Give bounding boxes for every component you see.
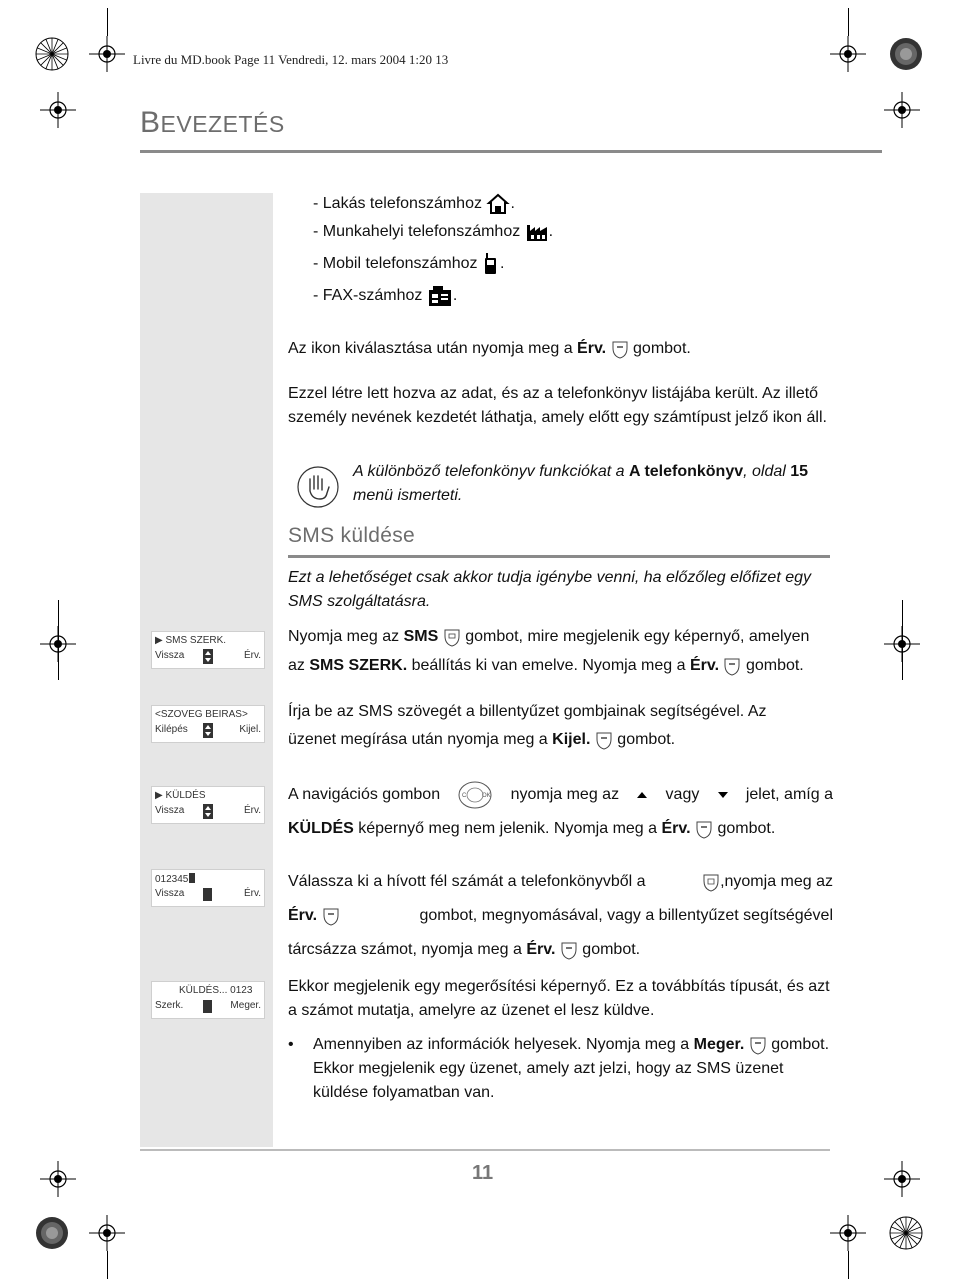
svg-text:C: C	[462, 793, 467, 799]
crop-line	[848, 1251, 849, 1279]
number-type-item: - Lakás telefonszámhoz .	[313, 192, 515, 216]
number-type-item: - Mobil telefonszámhoz .	[313, 252, 504, 276]
crosshair-icon	[89, 1215, 125, 1251]
crop-line	[848, 8, 849, 36]
phone-screen-sms-edit: ▶ SMS SZERK. Vissza Érv.	[151, 631, 265, 669]
crosshair-icon	[884, 1161, 920, 1197]
step-confirm: Ekkor megjelenik egy megerősítési képernyő. Ez a továbbítás típusát, és azt a számot mutatja, amelyre az üzenet el lesz küldve. • Amennyiben az információk helyesek. Nyomja meg a Meger. gombot. Ekkor megjelenik egy üzenet, amely azt jelzi, hogy az SMS üzenet küldése folyamatban van.	[288, 975, 833, 1105]
section-rule	[288, 555, 830, 558]
updown-nav-icon	[203, 649, 213, 664]
softkey-right-icon	[322, 905, 340, 927]
crosshair-icon	[830, 36, 866, 72]
book-file-info: Livre du MD.book Page 11 Vendredi, 12. mars 2004 1:20 13	[133, 52, 449, 67]
number-type-label: - Lakás telefonszámhoz	[313, 195, 482, 212]
softkey-right-icon	[695, 818, 713, 840]
softkey-right-icon	[560, 939, 578, 961]
step-choose-number: Válassza ki a hívott fél számát a telefonkönyvből a ,nyomja meg az Érv. gombot, megnyomásával, vagy a billentyűzet segítségével tárcsázza számot, nyomja meg a Érv. gombot.	[288, 865, 833, 967]
step-sms-open: Nyomja meg az SMS gombot, mire megjelenik egy képernyő, amelyen az SMS SZERK. beállítás ki van emelve. Nyomja meg a Érv. gombot.	[288, 622, 833, 680]
step-navigate: A navigációs gombon C OK nyomja meg az vagy jelet, amíg a KÜLDÉS képernyő meg nem jelenik. Nyomja meg a Érv. gombot.	[288, 778, 833, 846]
section-intro: Ezt a lehetőséget csak akkor tudja igénybe venni, ha előzőleg előfizet egy SMS szolgáltatásra.	[288, 569, 811, 610]
crosshair-icon	[89, 36, 125, 72]
title-rule	[140, 150, 882, 153]
cursor-block	[189, 873, 195, 883]
number-type-label: - Munkahelyi telefonszámhoz	[313, 223, 521, 240]
svg-text:OK: OK	[482, 793, 492, 799]
key-label-erv: Érv.	[577, 340, 607, 357]
arrow-right-icon: ▶	[155, 635, 166, 646]
phone-screen-send: ▶ KÜLDÉS Vissza Érv.	[151, 786, 265, 824]
crop-line	[107, 8, 108, 36]
factory-icon	[525, 221, 549, 243]
softkey-right-icon	[611, 338, 629, 360]
registration-mark-icon	[34, 36, 70, 72]
phone-screen-confirm: KÜLDÉS... 0123 Szerk. Meger.	[151, 981, 265, 1019]
block-cursor	[203, 1000, 212, 1013]
note-text: A különböző telefonkönyv funkciókat a A telefonkönyv, oldal 15 menü ismerteti.	[353, 463, 809, 504]
down-arrow-icon	[717, 790, 729, 800]
number-type-label: - Mobil telefonszámhoz	[313, 255, 478, 273]
registration-mark-icon	[888, 1215, 924, 1251]
softkey-right-icon	[749, 1034, 767, 1056]
phone-screen-text-entry: <SZOVEG BEIRAS> Kilépés Kijel.	[151, 705, 265, 743]
up-arrow-icon	[636, 790, 648, 800]
number-type-item: - Munkahelyi telefonszámhoz .	[313, 220, 553, 244]
paragraph-entry-created: Ezzel létre lett hozva az adat, és az a telefonkönyv listájába került. Az illető személy nevének kezdetét láthatja, amely előtt egy számtípust jelző ikon áll.	[288, 385, 827, 426]
number-type-label: - FAX-számhoz	[313, 287, 423, 305]
registration-mark-icon	[34, 1215, 70, 1251]
home-icon	[486, 193, 510, 215]
section-title: SMS küldése	[288, 524, 416, 547]
crop-line	[107, 1251, 108, 1279]
updown-nav-icon	[203, 723, 213, 738]
fax-icon	[427, 284, 453, 308]
key-label-sms: SMS	[403, 628, 439, 645]
number-type-item: - FAX-számhoz .	[313, 284, 457, 308]
crop-line	[58, 600, 59, 680]
note-hand-icon	[296, 465, 340, 509]
page-title	[140, 106, 285, 140]
step-write-text: Írja be az SMS szövegét a billentyűzet gombjainak segítségével. Az üzenet megírása után nyomja meg a Kijel. gombot.	[288, 698, 833, 754]
block-cursor	[203, 888, 212, 901]
crosshair-icon	[884, 92, 920, 128]
crosshair-icon	[40, 1161, 76, 1197]
crosshair-icon	[830, 1215, 866, 1251]
softkey-right-icon	[595, 729, 613, 751]
title-first-letter: B	[140, 106, 161, 139]
mobile-phone-icon	[482, 252, 500, 276]
softkey-right-icon	[723, 655, 741, 677]
navigation-key-icon	[457, 780, 493, 810]
sms-key-icon	[443, 626, 461, 648]
updown-nav-icon	[203, 804, 213, 819]
crop-line	[902, 600, 903, 680]
crosshair-icon	[40, 92, 76, 128]
footer-rule	[140, 1149, 830, 1151]
phone-screen-number: 012345 Vissza Érv.	[151, 869, 265, 907]
paragraph-icon-select: Az ikon kiválasztása után nyomja meg a Érv. gombot.	[288, 337, 691, 361]
arrow-right-icon: ▶	[155, 790, 166, 801]
bullet-item: • Amennyiben az információk helyesek. Nyomja meg a Meger. gombot. Ekkor megjelenik egy üzenet, amely azt jelzi, hogy az SMS üzenet küldése folyamatban van.	[288, 1033, 833, 1105]
phonebook-key-icon	[702, 871, 720, 893]
page-number: 11	[472, 1162, 494, 1184]
registration-mark-icon	[888, 36, 924, 72]
title-rest: EVEZETÉS	[160, 111, 285, 137]
